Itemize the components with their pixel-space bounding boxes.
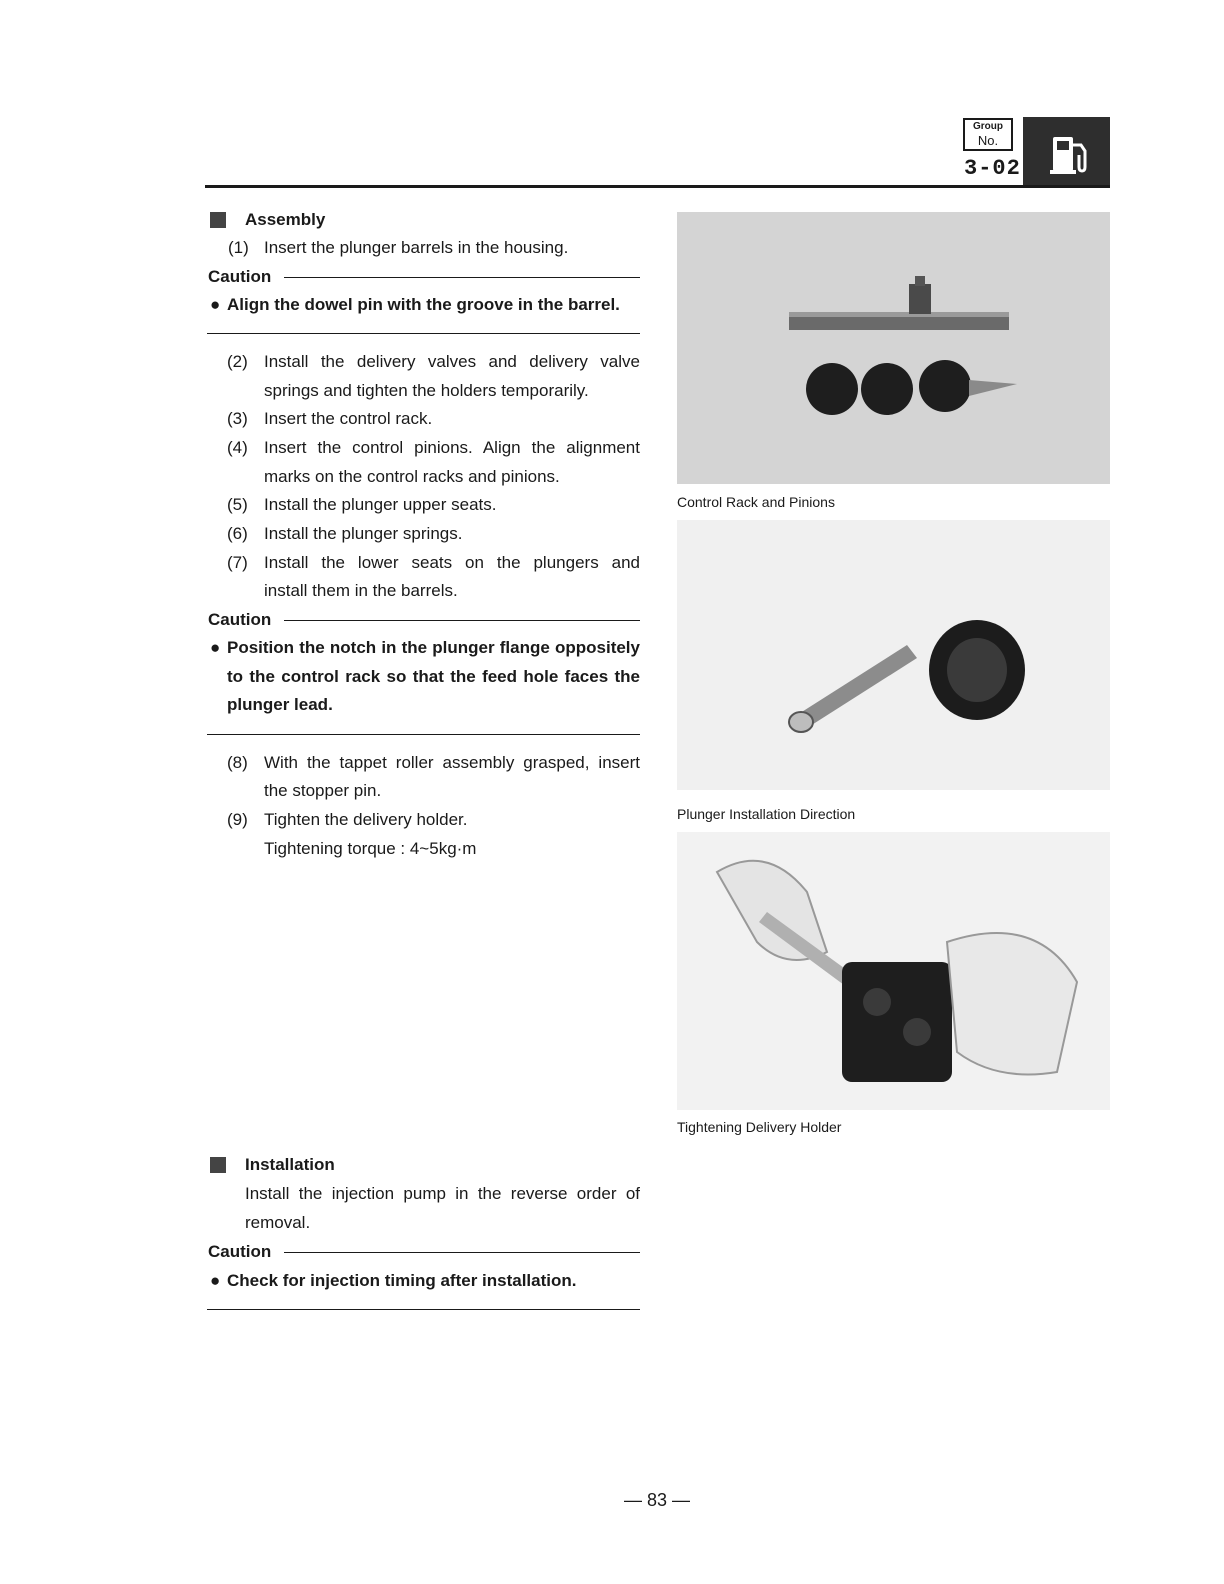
step-7-line-2: install them in the barrels.: [264, 581, 458, 600]
caution-end-rule: [207, 1309, 640, 1310]
no-label: No.: [977, 133, 999, 148]
step-4-line-1: Insert the control pinions. Align the alignment: [264, 438, 640, 457]
group-number-box: [963, 118, 1013, 151]
control-rack-illustration: [677, 212, 1110, 484]
caution-2-line-2: to the control rack so that the feed hole faces the: [227, 667, 640, 686]
step-2-line-1: Install the delivery valves and delivery valve: [264, 352, 640, 371]
installation-heading: Installation: [245, 1155, 335, 1174]
step-3-text: Insert the control rack.: [264, 409, 433, 428]
group-label: Group: [973, 121, 1003, 132]
step-number: (6): [227, 524, 248, 543]
section-bullet: [210, 212, 226, 228]
fuel-pump-icon: [1023, 117, 1110, 186]
step-7-line-1: Install the lower seats on the plungers and: [264, 553, 640, 572]
step-number: (3): [227, 409, 248, 428]
step-8-line-2: the stopper pin.: [264, 781, 382, 800]
step-6-text: Install the plunger springs.: [264, 524, 463, 543]
caution-bullet: ●: [210, 1271, 221, 1290]
step-number: (8): [227, 753, 248, 772]
step-number: (4): [227, 438, 248, 457]
caution-rule: [284, 277, 640, 278]
caution-rule: [284, 620, 640, 621]
photo-control-rack-and-pinions: [677, 212, 1110, 484]
group-number: 3-02: [964, 156, 1021, 181]
step-number: (2): [227, 352, 248, 371]
header-rule: [205, 185, 1110, 188]
step-5-text: Install the plunger upper seats.: [264, 495, 497, 514]
installation-line-2: removal.: [245, 1213, 311, 1232]
caution-label: Caution: [208, 1242, 272, 1261]
caution-2-line-1: Position the notch in the plunger flange oppositely: [227, 638, 640, 657]
figure-caption: Plunger Installation Direction: [677, 806, 856, 822]
step-9-text: Tighten the delivery holder.: [264, 810, 468, 829]
caution-label: Caution: [208, 267, 272, 286]
step-number: (9): [227, 810, 248, 829]
step-number: (1): [228, 238, 249, 257]
assembly-heading: Assembly: [245, 210, 326, 229]
section-bullet: [210, 1157, 226, 1173]
figure-caption: Tightening Delivery Holder: [677, 1119, 842, 1135]
step-4-line-2: marks on the control racks and pinions.: [264, 467, 560, 486]
step-number: (7): [227, 553, 248, 572]
tightening-illustration: [677, 832, 1110, 1110]
installation-caution-text: Check for injection timing after installation.: [227, 1271, 577, 1290]
step-2-line-2: springs and tighten the holders temporarily.: [264, 381, 589, 400]
caution-end-rule: [207, 333, 640, 334]
caution-end-rule: [207, 734, 640, 735]
caution-2-line-3: plunger lead.: [227, 695, 333, 714]
installation-line-1: Install the injection pump in the reverse order of: [245, 1184, 640, 1203]
step-1-text: Insert the plunger barrels in the housing.: [264, 238, 569, 257]
photo-plunger-installation-direction: [677, 520, 1110, 790]
torque-spec: Tightening torque : 4~5kg·m: [264, 839, 477, 858]
step-number: (5): [227, 495, 248, 514]
plunger-illustration: [677, 520, 1110, 790]
step-8-line-1: With the tappet roller assembly grasped, insert: [264, 753, 640, 772]
caution-rule: [284, 1252, 640, 1253]
page-number: — 83 —: [624, 1490, 691, 1510]
fuel-badge: [1023, 117, 1110, 186]
caution-bullet: ●: [210, 295, 221, 314]
caution-label: Caution: [208, 610, 272, 629]
figure-caption: Control Rack and Pinions: [677, 494, 835, 510]
caution-1-text: Align the dowel pin with the groove in the barrel.: [227, 295, 620, 314]
photo-tightening-delivery-holder: [677, 832, 1110, 1110]
caution-bullet: ●: [210, 638, 221, 657]
